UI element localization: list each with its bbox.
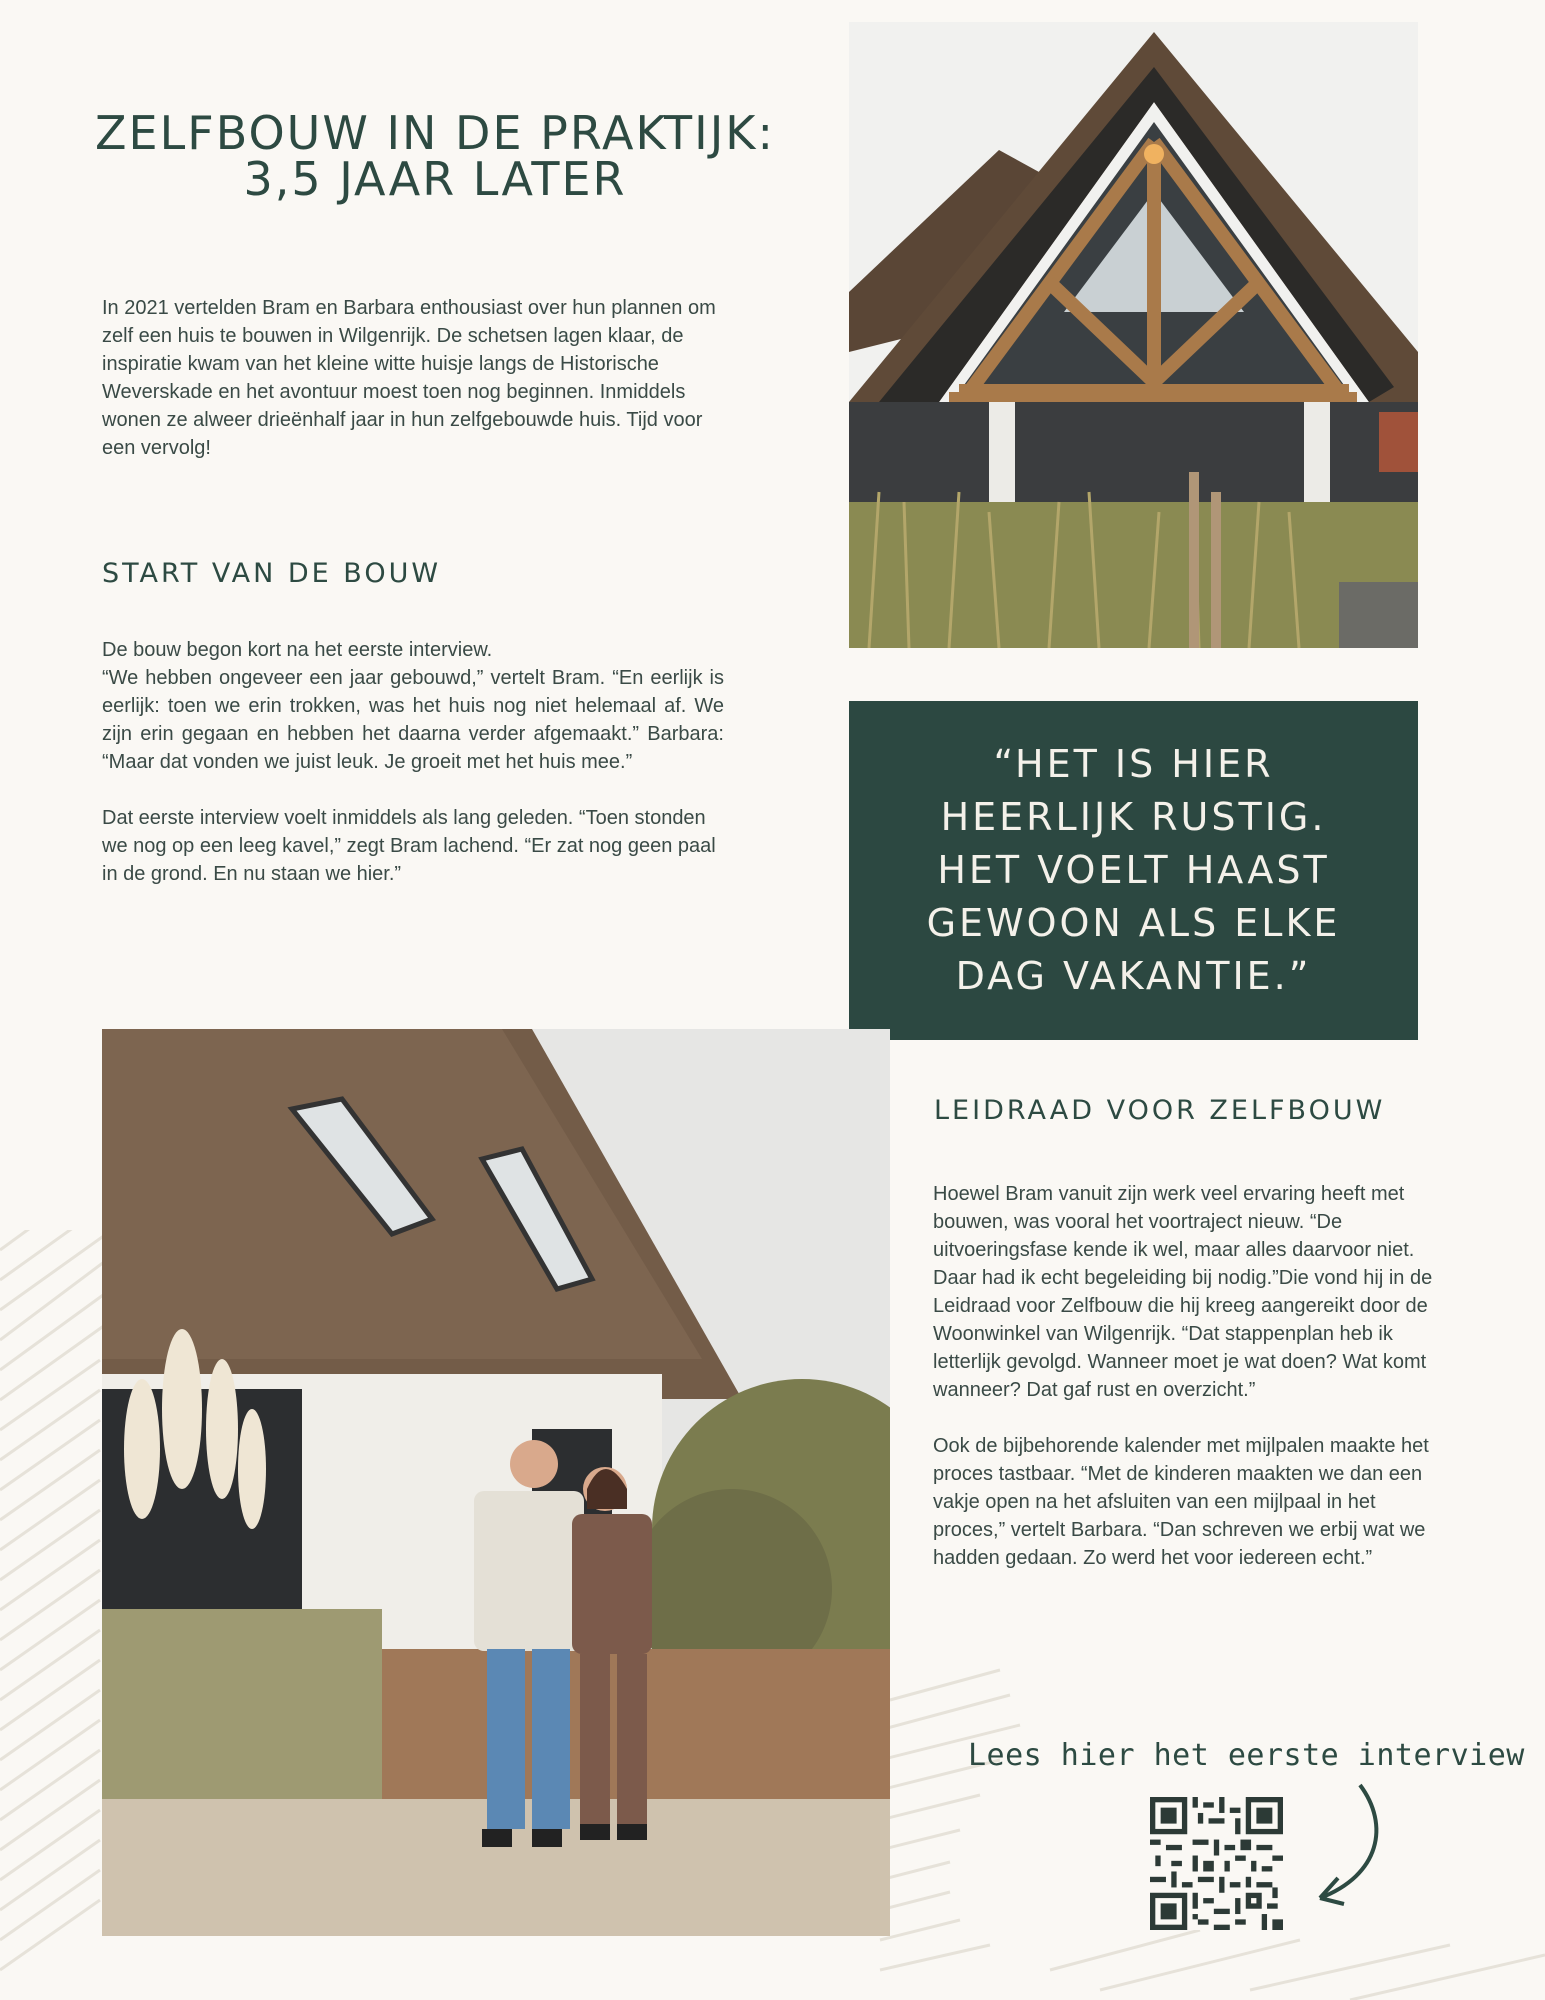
couple-house-photo bbox=[102, 1029, 890, 1936]
section1-paragraph-1: De bouw begon kort na het eerste interview. bbox=[102, 639, 493, 661]
section1-paragraph-3: Dat eerste interview voelt inmiddels als lang geleden. “Toen stonden we nog op een leeg kavel,” zegt Bram lachend. “Er zat nog geen paal in de grond. En nu staan we hier.” bbox=[102, 807, 716, 885]
curved-arrow-icon bbox=[1310, 1780, 1390, 1910]
section-heading-leidraad: LEIDRAAD VOOR ZELFBOUW bbox=[934, 1095, 1386, 1126]
section-heading-start-bouw: START VAN DE BOUW bbox=[102, 558, 442, 589]
qr-caption: Lees hier het eerste interview bbox=[968, 1738, 1525, 1773]
section-leidraad-body bbox=[933, 1180, 1443, 1572]
qr-code[interactable] bbox=[1150, 1797, 1283, 1930]
pull-quote-text: “HET IS HIER HEERLIJK RUSTIG. HET VOELT HAAST GEWOON ALS ELKE DAG VAKANTIE.” bbox=[926, 742, 1341, 998]
intro-paragraph: In 2021 vertelden Bram en Barbara enthousiast over hun plannen om zelf een huis te bouwen in Wilgenrijk. De schetsen lagen klaar, de inspiratie kwam van het kleine witte huisje langs de Historische Weverskade en het avontuur moest toen nog beginnen. Inmiddels wonen ze alweer drieënhalf jaar in hun zelfgebouwde huis. Tijd voor een vervolg! bbox=[102, 297, 716, 459]
section1-paragraph-2: “We hebben ongeveer een jaar gebouwd,” vertelt Bram. “En eerlijk is eerlijk: toen we erin trokken, was het huis nog niet helemaal af. We zijn erin gegaan en hebben het daarna verder afgemaakt.” Barbara: “Maar dat vonden we juist leuk. Je groeit met het huis mee.” bbox=[102, 667, 724, 773]
section2-paragraph-2: Ook de bijbehorende kalender met mijlpalen maakte het proces tastbaar. “Met de kinderen maakten we dan een vakje open na het afsluiten van een mijlpaal in het proces,” vertelt Barbara. “Dan schreven we erbij wat we hadden gedaan. Zo werd het voor iedereen echt.” bbox=[933, 1435, 1429, 1569]
article-title bbox=[80, 106, 790, 206]
pull-quote-box bbox=[849, 701, 1418, 1040]
title-line-2: 3,5 JAAR LATER bbox=[243, 152, 627, 206]
section2-paragraph-1: Hoewel Bram vanuit zijn werk veel ervaring heeft met bouwen, was vooral het voortraject nieuw. “De uitvoeringsfase kende ik wel, maar alles daarvoor niet. Daar had ik echt begeleiding bij nodig.”Die vond hij in de Leidraad voor Zelfbouw die hij kreeg aangereikt door de Woonwinkel van Wilgenrijk. “Dat stappenplan heb ik letterlijk gevolgd. Wanneer moet je wat doen? Wat komt wanneer? Dat gaf rust en overzicht.” bbox=[933, 1183, 1433, 1401]
house-gable-photo bbox=[849, 22, 1418, 648]
section-start-bouw-body bbox=[102, 636, 724, 888]
title-line-1: ZELFBOUW IN DE PRAKTIJK: bbox=[95, 106, 775, 160]
